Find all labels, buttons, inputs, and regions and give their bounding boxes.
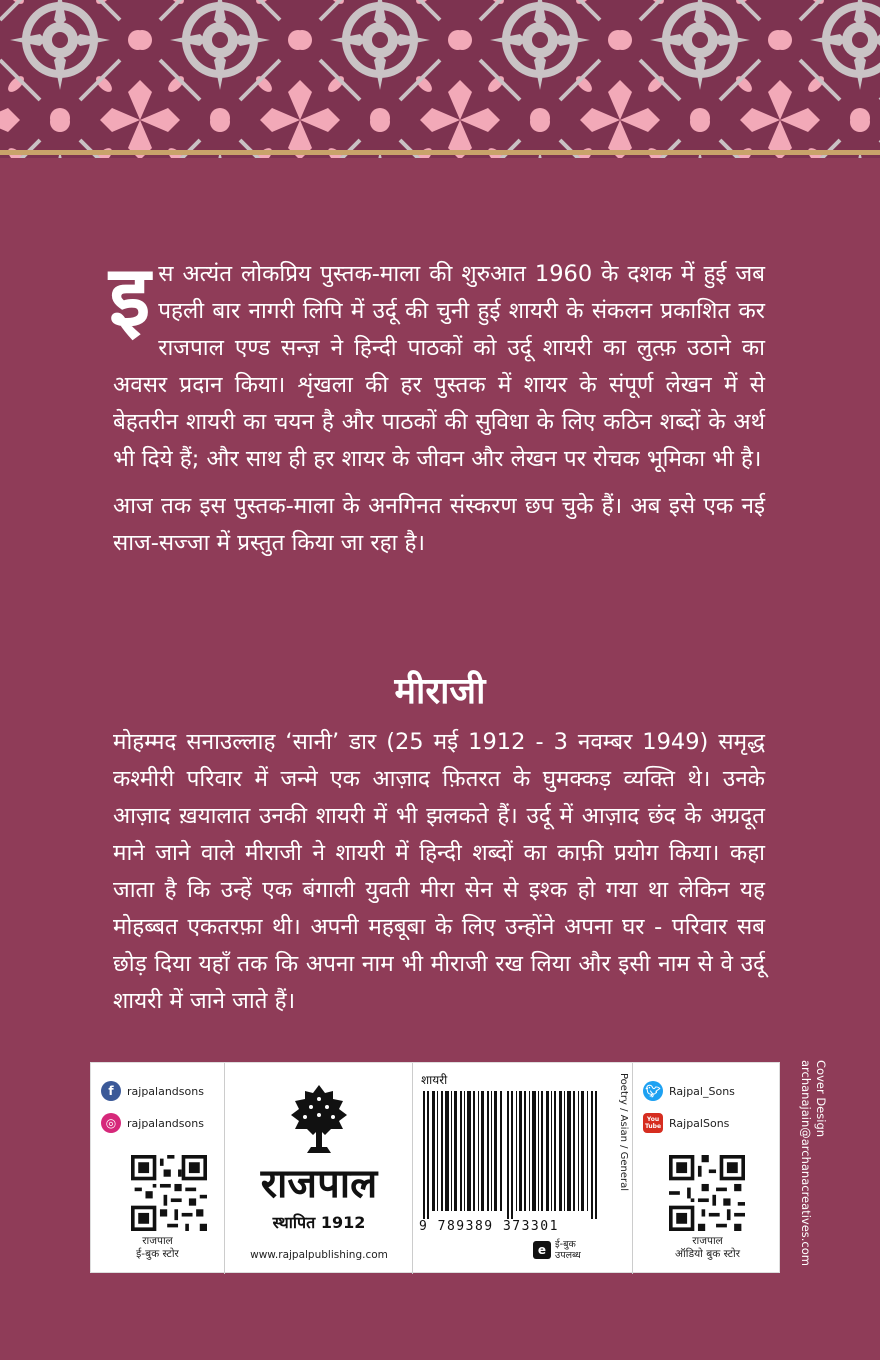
ebook-store-caption — [91, 1235, 224, 1261]
social-right-column — [632, 1063, 782, 1274]
gold-divider-line — [0, 150, 880, 155]
ebook-caption-line2: ई-बुक स्टोर — [136, 1248, 179, 1260]
youtube-badge-line2: Tube — [644, 1123, 662, 1130]
youtube-icon — [643, 1113, 663, 1133]
category-text: Poetry / Asian / General — [618, 1073, 629, 1192]
drop-cap: इ — [109, 247, 151, 345]
ebook-icon: e — [533, 1241, 551, 1259]
barcode-column — [412, 1063, 633, 1274]
publisher-logo-column — [224, 1063, 413, 1274]
category-label — [617, 1073, 631, 1233]
author-bio — [113, 724, 765, 1020]
audiobook-store-caption — [633, 1235, 782, 1261]
publisher-established: स्थापित 1912 — [272, 1213, 366, 1232]
intro-paragraph-1-text: स अत्यंत लोकप्रिय पुस्तक-माला की शुरुआत 1960 के दशक में हुई जब पहली बार नागरी लिपि में उर्दू की चुनी हुई शायरी के संकलन प्रकाशित कर राजपाल एण्ड सन्ज़ ने हिन्दी पाठकों को उर्दू शायरी का लुत्फ़ उठाने का अवसर प्रदान किया। शृंखला की हर पुस्तक में शायर के संपूर्ण लेखन में से बेहतरीन शायरी का चयन है और पाठकों की सुविधा के लिए कठिन शब्दों के अर्थ भी दिये हैं; और साथ ही हर शायर के जीवन और लेखन पर रोचक भूमिका भी है। — [113, 261, 765, 472]
ebook-caption-line1: राजपाल — [142, 1235, 173, 1247]
social-column — [91, 1063, 224, 1274]
ebook-line1: ई-बुक — [555, 1239, 576, 1250]
facebook-row[interactable] — [101, 1081, 204, 1101]
cover-design-credit — [792, 1060, 832, 1280]
intro-paragraph-2: आज तक इस पुस्तक-माला के अनगिनत संस्करण छप चुके हैं। अब इसे एक नई साज-सज्जा में प्रस्तुत किया जा रहा है। — [113, 493, 765, 556]
twitter-icon: 🐦︎ — [643, 1081, 663, 1101]
ebook-available-badge — [533, 1239, 581, 1261]
floral-pattern — [0, 0, 880, 158]
credit-email: archanajain@archanacreatives.com — [799, 1060, 813, 1266]
publisher-name: राजपाल — [260, 1161, 378, 1207]
instagram-icon: ◎ — [101, 1113, 121, 1133]
youtube-handle: RajpalSons — [669, 1116, 730, 1130]
instagram-row[interactable] — [101, 1113, 204, 1133]
author-bio-text: मोहम्मद सनाउल्लाह ‘सानी’ डार (25 मई 1912 - 3 नवम्बर 1949) समृद्ध कश्मीरी परिवार में जन्मे एक आज़ाद फ़ितरत के घुमक्कड़ व्यक्ति थे। उनके आज़ाद ख़यालात उनकी शायरी में भी झलकते हैं। उर्दू में आज़ाद छंद के अग्रदूत माने जाने वाले मीराजी ने शायरी में हिन्दी शब्दों का काफ़ी प्रयोग किया। कहा जाता है कि उन्हें एक बंगाली युवती मीरा सेन से इश्क हो गया था लेकिन यह मोहब्बत एकतरफ़ा थी। अपनी महबूबा के लिए उन्होंने अपना घर - परिवार सब छोड़ दिया यहाँ तक कि अपना नाम भी मीराजी रख लिया और इसी नाम से वे उर्दू शायरी में जाने जाते हैं। — [113, 729, 765, 1014]
decorative-pattern-band — [0, 0, 880, 158]
tree-logo-icon — [289, 1083, 349, 1159]
audiobook-caption-line1: राजपाल — [692, 1235, 723, 1247]
audiobook-store-qr-code[interactable] — [669, 1155, 745, 1231]
youtube-row[interactable] — [643, 1113, 729, 1133]
genre-label: शायरी — [421, 1073, 448, 1087]
youtube-badge-line1: You — [646, 1116, 660, 1123]
instagram-handle: rajpalandsons — [127, 1116, 204, 1130]
series-intro — [109, 247, 765, 562]
publisher-website[interactable]: www.rajpalpublishing.com — [250, 1249, 388, 1261]
ebook-line2: उपलब्ध — [555, 1250, 581, 1261]
facebook-icon: f — [101, 1081, 121, 1101]
author-name: मीराजी — [394, 671, 486, 712]
ebook-store-qr-code[interactable] — [131, 1155, 207, 1231]
intro-paragraph-1 — [109, 247, 765, 478]
audiobook-caption-line2: ऑडियो बुक स्टोर — [674, 1248, 740, 1260]
facebook-handle: rajpalandsons — [127, 1084, 204, 1098]
publisher-info-box — [90, 1062, 780, 1273]
credit-label: Cover Design — [814, 1060, 828, 1138]
twitter-row[interactable] — [643, 1081, 735, 1101]
isbn-digits: 9 789389 373301 — [419, 1219, 559, 1234]
twitter-handle: Rajpal_Sons — [669, 1084, 735, 1098]
isbn-barcode — [423, 1091, 601, 1219]
